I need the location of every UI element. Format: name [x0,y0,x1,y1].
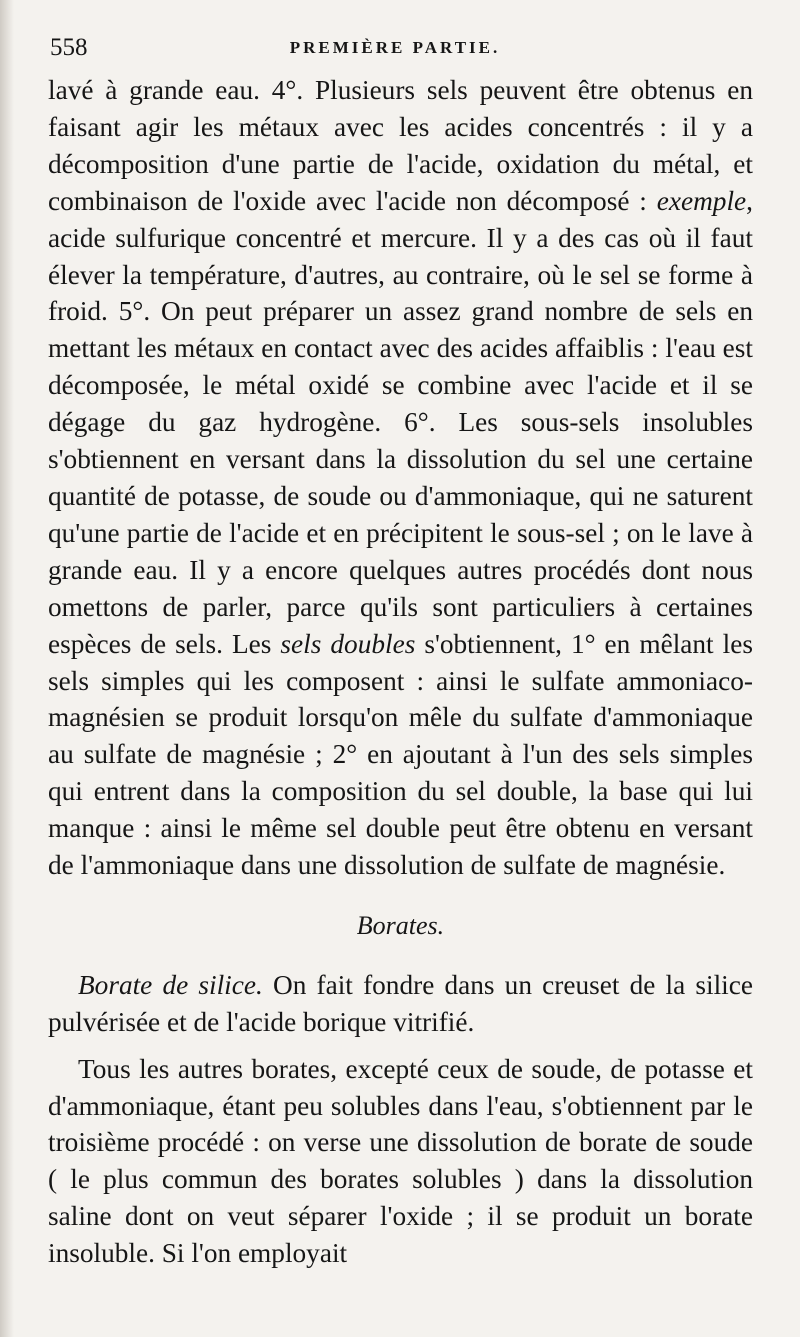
paragraph-borate-de-silice [48,967,753,1041]
italic-borate-de-silice: Borate de silice. [78,969,263,1000]
page-number: 558 [50,34,88,61]
text-run: s'obtiennent, 1° en mêlant les sels simples qui les composent : ainsi le sulfate ammoniaco-magnésien se produit lorsqu'on mêle du sulfate d'ammoniaque au sulfate de magnésie ; 2° en ajoutant à l'un des sels simples qui entrent dans la composition du sel double, la base qui lui manque : ainsi le même sel double peut être obtenu en versant de l'ammoniaque dans une dissolution de sulfate de magnésie. [48,628,753,881]
page-body [48,72,753,1272]
section-heading: Borates. [356,910,445,940]
page-header [50,30,740,70]
paragraph-gap [48,1041,753,1051]
text-run: , acide sulfurique concentré et mercure. Il y a des cas où il faut élever la température, d'autres, au contraire, où le sel se forme à froid. 5°. On peut préparer un assez grand nombre de sels en mettant les métaux en contact avec des acides affaiblis : l'eau est décomposée, le métal oxidé se combine avec l'acide et il se dégage du gaz hydrogène. 6°. Les sous-sels insolubles s'obtiennent en versant dans la dissolution du sel une certaine quantité de potasse, de soude ou d'ammoniaque, qui ne saturent qu'une partie de l'acide et en précipitent le sous-sel ; on le lave à grande eau. Il y a encore quelques autres procédés dont nous omettons de parler, parce qu'ils sont particuliers à certaines espèces de sels. Les [48,185,753,659]
paragraph-autres-borates: Tous les autres borates, excepté ceux de soude, de potasse et d'ammoniaque, étant peu solubles dans l'eau, s'obtiennent par le troisième procédé : on verse une dissolution de borate de soude ( le plus commun des borates solubles ) dans la dissolution saline dont on veut séparer l'oxide ; il se produit un borate insoluble. Si l'on employait [48,1053,753,1269]
italic-sels-doubles: sels doubles [280,628,416,659]
text-run: On fait fondre dans un creuset de la silice pulvérisée et de l'acide borique vitrifié. [48,969,753,1037]
running-head: PREMIÈRE PARTIE. [289,38,501,57]
text-run: lavé à grande eau. 4°. Plusieurs sels peuvent être obtenus en faisant agir les métaux avec les acides concentrés : il y a décomposition d'une partie de l'acide, oxidation du métal, et combinaison de l'oxide avec l'acide non décomposé : [48,75,753,216]
italic-exemple: exemple [656,185,747,216]
paragraph-continued [48,72,753,884]
